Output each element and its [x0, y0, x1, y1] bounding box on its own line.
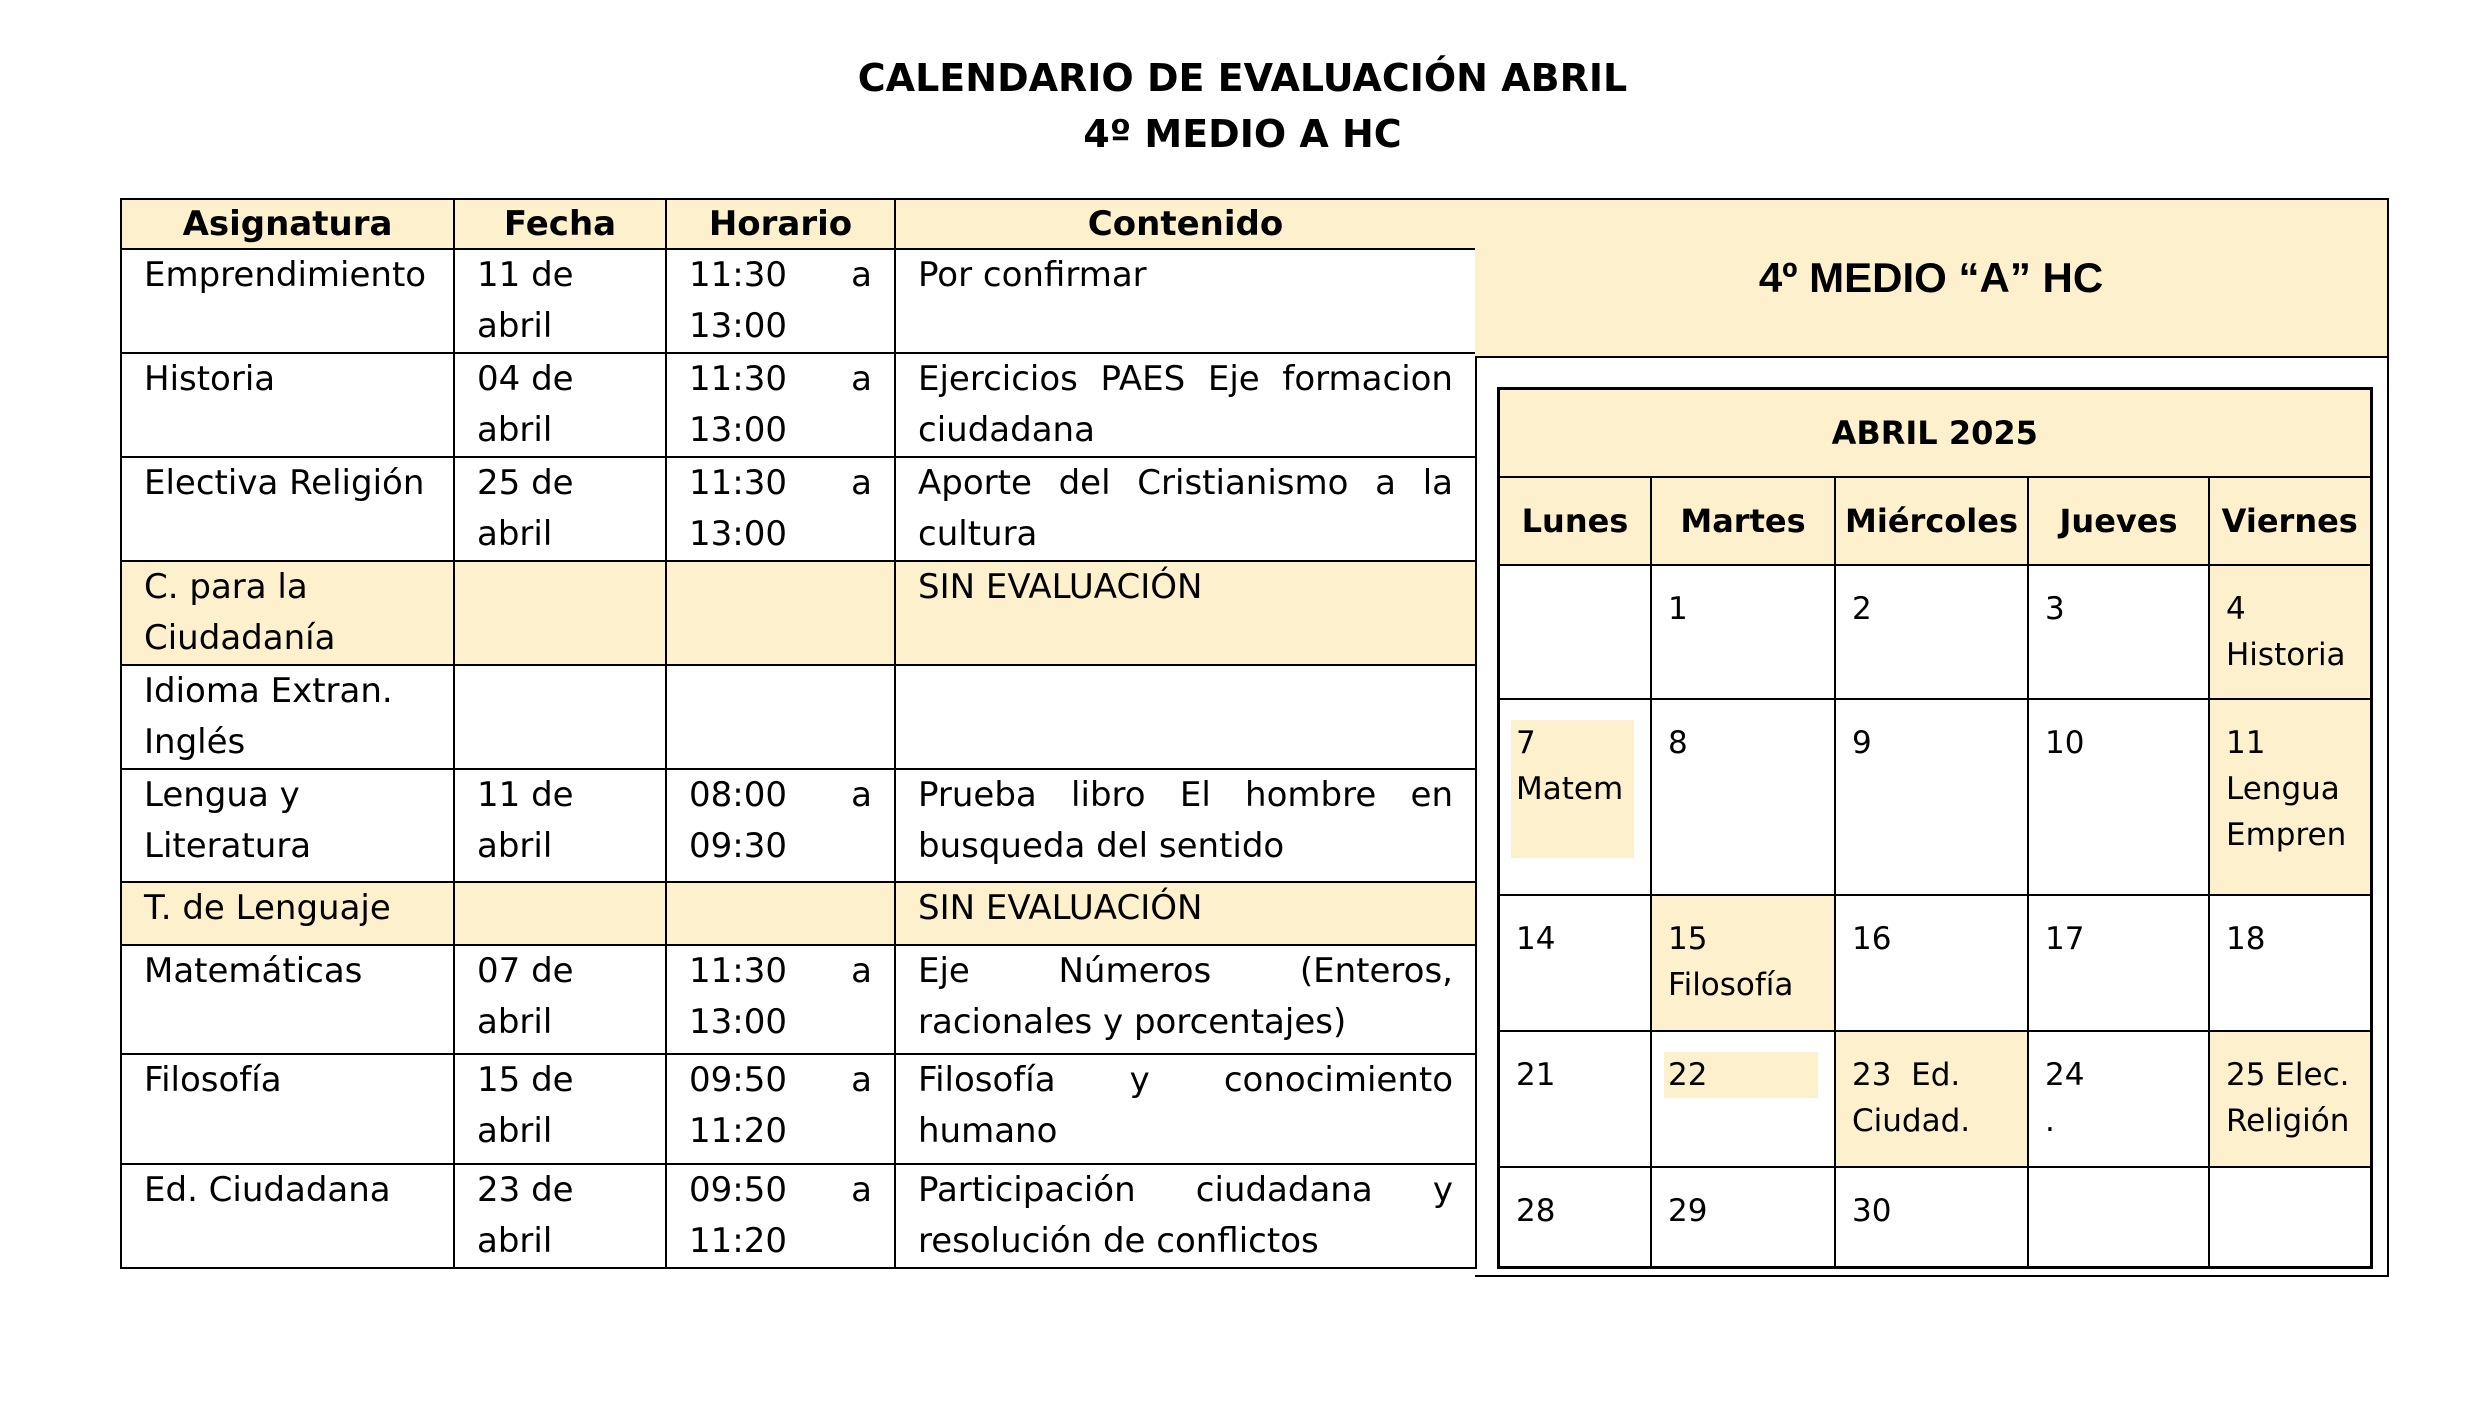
cell-contenido	[895, 665, 1476, 769]
calendar-day	[2209, 1031, 2371, 1167]
calendar-day	[1499, 895, 1652, 1031]
table-row	[121, 249, 1476, 353]
cell-asignatura	[121, 665, 454, 769]
calendar-day	[1651, 1031, 1835, 1167]
evaluation-table	[120, 198, 1477, 1269]
calendar-day	[1651, 1167, 1835, 1267]
cell-fecha	[454, 353, 666, 457]
cell-line: abril	[477, 1221, 553, 1261]
calendar-day	[1835, 565, 2028, 699]
table-row	[121, 561, 1476, 665]
cell-line: abril	[477, 1002, 553, 1042]
calendar-week	[1499, 895, 2372, 1031]
cell-line: Matemáticas	[144, 951, 363, 991]
cell-line: 11:20	[689, 1221, 787, 1261]
cell-line: Filosofía	[144, 1060, 282, 1100]
cell-horario	[666, 665, 895, 769]
cell-contenido	[895, 561, 1476, 665]
cell-line: Electiva Religión	[144, 463, 425, 503]
table-row	[121, 1164, 1476, 1268]
weekday-0: Lunes	[1499, 477, 1652, 565]
day-text: 7 Matem	[1516, 725, 1624, 807]
day-text: 21	[1516, 1057, 1556, 1093]
calendar-day	[2209, 699, 2371, 895]
cell-fecha	[454, 249, 666, 353]
cell-line: 11:20	[689, 1111, 787, 1151]
cell-asignatura	[121, 769, 454, 882]
cell-line: Emprendimiento	[144, 255, 427, 295]
calendar-day	[1651, 895, 1835, 1031]
cell-fecha	[454, 665, 666, 769]
table-row	[121, 882, 1476, 945]
weekday-4: Viernes	[2209, 477, 2371, 565]
day-text: 30	[1852, 1193, 1892, 1229]
calendar-day	[2209, 895, 2371, 1031]
cell-line: 09:50 a	[689, 1060, 872, 1100]
cell-horario	[666, 1164, 895, 1268]
class-panel-heading: 4º MEDIO “A” HC	[1475, 200, 2387, 358]
cell-line: Inglés	[144, 722, 246, 762]
cell-horario	[666, 561, 895, 665]
cell-line: 13:00	[689, 514, 787, 554]
cell-line: Historia	[144, 359, 276, 399]
cell-line: Por confirmar	[918, 255, 1147, 295]
cell-line: abril	[477, 410, 553, 450]
cell-fecha	[454, 1164, 666, 1268]
calendar-day	[2028, 895, 2209, 1031]
cell-line: 04 de	[477, 359, 574, 399]
day-highlight	[1664, 1052, 1818, 1098]
cell-line: abril	[477, 826, 553, 866]
april-calendar	[1497, 387, 2373, 1269]
calendar-week	[1499, 1031, 2372, 1167]
table-row	[121, 665, 1476, 769]
calendar-day	[1835, 895, 2028, 1031]
cell-line: 11:30 a	[689, 359, 872, 399]
cell-contenido	[895, 945, 1476, 1054]
cell-line: 07 de	[477, 951, 574, 991]
calendar-day	[1499, 565, 1652, 699]
cell-line: Literatura	[144, 826, 312, 866]
calendar-day	[1835, 1031, 2028, 1167]
calendar-day	[1499, 1167, 1652, 1267]
calendar-day	[1499, 1031, 1652, 1167]
cell-asignatura	[121, 249, 454, 353]
cell-horario	[666, 457, 895, 561]
cell-line: Filosofía y conocimiento	[918, 1060, 1453, 1100]
day-text: 8	[1668, 725, 1688, 761]
weekday-3: Jueves	[2028, 477, 2209, 565]
day-text: 1	[1668, 591, 1688, 627]
cell-asignatura	[121, 1054, 454, 1164]
cell-fecha	[454, 457, 666, 561]
cell-line: humano	[918, 1111, 1058, 1151]
cell-line: Ed. Ciudadana	[144, 1170, 391, 1210]
day-text: 17	[2045, 921, 2085, 957]
cell-asignatura	[121, 353, 454, 457]
header-fecha: Fecha	[454, 199, 666, 249]
calendar-month-title: ABRIL 2025	[1499, 389, 2372, 478]
weekday-2: Miércoles	[1835, 477, 2028, 565]
cell-line: resolución de conflictos	[918, 1221, 1319, 1261]
calendar-day	[1835, 699, 2028, 895]
calendar-week	[1499, 699, 2372, 895]
cell-line: 13:00	[689, 306, 787, 346]
header-horario: Horario	[666, 199, 895, 249]
day-text: 3	[2045, 591, 2065, 627]
cell-line: 23 de	[477, 1170, 574, 1210]
cell-fecha	[454, 882, 666, 945]
cell-asignatura	[121, 882, 454, 945]
day-text: 9	[1852, 725, 1872, 761]
cell-horario	[666, 1054, 895, 1164]
cell-line: 25 de	[477, 463, 574, 503]
cell-line: abril	[477, 514, 553, 554]
cell-line: abril	[477, 1111, 553, 1151]
header-contenido: Contenido	[895, 199, 1476, 249]
day-text: 23 Ed. Ciudad.	[1852, 1057, 1971, 1139]
cell-line: SIN EVALUACIÓN	[918, 888, 1203, 928]
cell-line: abril	[477, 306, 553, 346]
cell-line: Aporte del Cristianismo a la	[918, 463, 1453, 503]
cell-line: 08:00 a	[689, 775, 872, 815]
calendar-day	[1499, 699, 1652, 895]
cell-line: Lengua y	[144, 775, 300, 815]
cell-line: 09:30	[689, 826, 787, 866]
cell-line: Ejercicios PAES Eje formacion	[918, 359, 1453, 399]
cell-contenido	[895, 1054, 1476, 1164]
cell-line: racionales y porcentajes)	[918, 1002, 1347, 1042]
weekday-1: Martes	[1651, 477, 1835, 565]
cell-line: busqueda del sentido	[918, 826, 1285, 866]
calendar-day	[2028, 565, 2209, 699]
cell-fecha	[454, 769, 666, 882]
cell-line: 15 de	[477, 1060, 574, 1100]
cell-line: 11 de	[477, 775, 574, 815]
document-subtitle: 4º MEDIO A HC	[1083, 112, 1402, 156]
cell-fecha	[454, 561, 666, 665]
calendar-week	[1499, 1167, 2372, 1267]
cell-horario	[666, 769, 895, 882]
cell-contenido	[895, 457, 1476, 561]
day-text: 24 .	[2045, 1057, 2085, 1139]
cell-fecha	[454, 1054, 666, 1164]
day-text: 14	[1516, 921, 1556, 957]
day-text: 15 Filosofía	[1668, 921, 1794, 1003]
day-text: 22	[1668, 1057, 1708, 1093]
cell-fecha	[454, 945, 666, 1054]
day-text: 2	[1852, 591, 1872, 627]
cell-line: 11:30 a	[689, 255, 872, 295]
cell-contenido	[895, 1164, 1476, 1268]
calendar-day	[1835, 1167, 2028, 1267]
table-row	[121, 457, 1476, 561]
day-text: 18	[2226, 921, 2266, 957]
calendar-day	[2028, 1031, 2209, 1167]
table-row	[121, 945, 1476, 1054]
cell-line: cultura	[918, 514, 1038, 554]
cell-line: Idioma Extran.	[144, 671, 393, 711]
cell-line: Eje Números (Enteros,	[918, 951, 1453, 991]
calendar-day	[2028, 699, 2209, 895]
day-text: 4 Historia	[2226, 591, 2346, 673]
cell-contenido	[895, 353, 1476, 457]
day-text: 11 Lengua Empren	[2226, 725, 2347, 853]
cell-asignatura	[121, 457, 454, 561]
cell-horario	[666, 882, 895, 945]
cell-line: 09:50 a	[689, 1170, 872, 1210]
cell-line: T. de Lenguaje	[144, 888, 391, 928]
table-header-row	[121, 199, 1476, 249]
day-text: 16	[1852, 921, 1892, 957]
cell-line: Prueba libro El hombre en	[918, 775, 1453, 815]
header-asignatura: Asignatura	[121, 199, 454, 249]
calendar-day	[1651, 699, 1835, 895]
table-row	[121, 1054, 1476, 1164]
cell-contenido	[895, 249, 1476, 353]
calendar-week	[1499, 565, 2372, 699]
cell-asignatura	[121, 561, 454, 665]
table-row	[121, 353, 1476, 457]
cell-line: 11 de	[477, 255, 574, 295]
cell-line: Participación ciudadana y	[918, 1170, 1453, 1210]
day-text: 10	[2045, 725, 2085, 761]
cell-contenido	[895, 769, 1476, 882]
calendar-day	[1651, 565, 1835, 699]
calendar-day	[2028, 1167, 2209, 1267]
cell-line: 13:00	[689, 1002, 787, 1042]
cell-line: 11:30 a	[689, 463, 872, 503]
day-highlight	[1511, 720, 1634, 858]
weekday-row	[1499, 477, 2372, 565]
day-text: 28	[1516, 1193, 1556, 1229]
cell-line: C. para la	[144, 567, 308, 607]
calendar-day	[2209, 1167, 2371, 1267]
cell-horario	[666, 945, 895, 1054]
cell-horario	[666, 353, 895, 457]
cell-line: Ciudadanía	[144, 618, 336, 658]
cell-horario	[666, 249, 895, 353]
cell-line: SIN EVALUACIÓN	[918, 567, 1203, 607]
cell-contenido	[895, 882, 1476, 945]
document-title: CALENDARIO DE EVALUACIÓN ABRIL	[857, 56, 1628, 100]
day-text: 25 Elec. Religión	[2226, 1057, 2350, 1139]
cell-asignatura	[121, 945, 454, 1054]
cell-line: 13:00	[689, 410, 787, 450]
cell-line: 11:30 a	[689, 951, 872, 991]
table-row	[121, 769, 1476, 882]
day-text: 29	[1668, 1193, 1708, 1229]
calendar-day	[2209, 565, 2371, 699]
cell-asignatura	[121, 1164, 454, 1268]
cell-line: ciudadana	[918, 410, 1095, 450]
